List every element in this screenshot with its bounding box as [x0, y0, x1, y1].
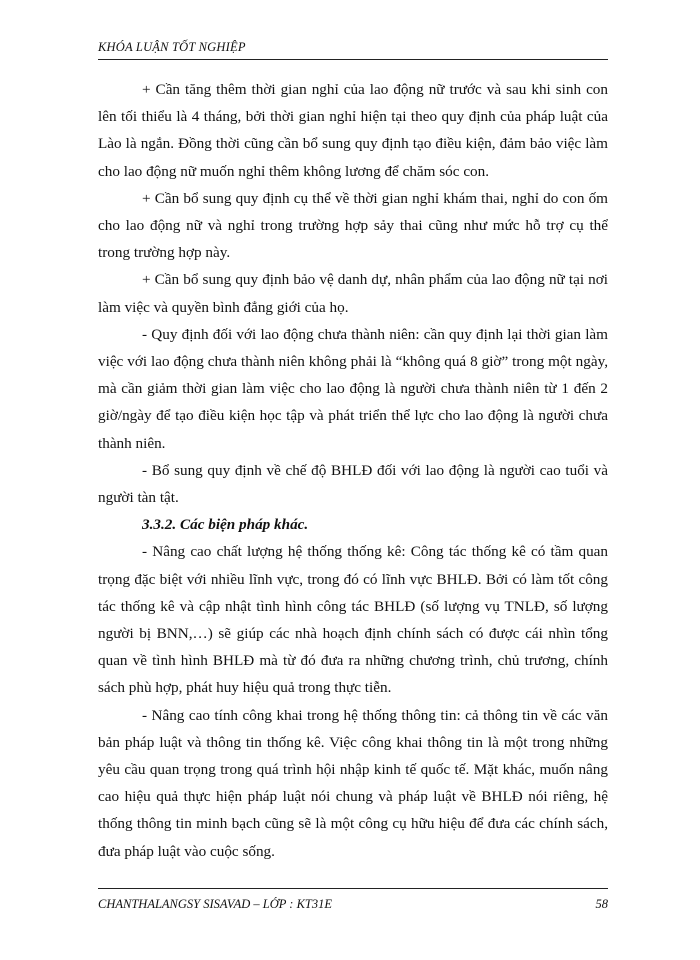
section-heading: 3.3.2. Các biện pháp khác. — [142, 516, 309, 534]
header-rule — [98, 59, 608, 60]
paragraph: - Nâng cao chất lượng hệ thống thống kê: Công tác thống kê có tầm quan trọng đặc biệt với nhiều lĩnh vực, trong đó có lĩnh vực BHLĐ. Bởi có làm tốt công tác thống kê và cập nhật tình hình công tác BHLĐ (số lượng vụ TNLĐ, số lượng người bị BNN,…) sẽ giúp các nhà hoạch định chính sách có được cái nhìn tổng quan về tình hình BHLĐ mà từ đó đưa ra những chương trình, chủ trương, chính sách phù hợp, phát huy hiệu quả trong thực tiễn. — [98, 543, 608, 697]
paragraph: + Cần bổ sung quy định bảo vệ danh dự, nhân phẩm của lao động nữ tại nơi làm việc và quyền bình đẳng giới của họ. — [98, 271, 608, 316]
paragraph: - Nâng cao tính công khai trong hệ thống thông tin: cả thông tin về các văn bản pháp luật và thông tin thống kê. Việc công khai thông tin là một trong những yêu cầu quan trọng trong quá trình hội nhập kinh tế quốc tế. Mặt khác, muốn nâng cao hiệu quả thực hiện pháp luật nói chung và pháp luật về BHLĐ nói riêng, hệ thống thông tin minh bạch cũng sẽ là một công cụ hữu hiệu để đưa các chính sách, đưa pháp luật vào cuộc sống. — [98, 706, 608, 860]
page-body — [98, 76, 608, 865]
page-header: KHÓA LUẬN TỐT NGHIỆP — [98, 40, 246, 54]
page-number: 58 — [595, 897, 608, 911]
paragraph: + Cần tăng thêm thời gian nghỉ của lao động nữ trước và sau khi sinh con lên tối thiểu là 4 tháng, bởi thời gian nghỉ hiện tại theo quy định của pháp luật của Lào là ngắn. Đồng thời cũng cần bổ sung quy định tạo điều kiện, đảm bảo việc làm cho lao động nữ muốn nghỉ thêm không lương để chăm sóc con. — [98, 81, 608, 180]
page-footer — [98, 897, 608, 912]
footer-rule — [98, 888, 608, 889]
paragraph: + Cần bổ sung quy định cụ thể về thời gian nghỉ khám thai, nghỉ do con ốm cho lao động nữ và nghỉ trong trường hợp sảy thai cũng như mức hỗ trợ cụ thể trong trường hợp này. — [98, 189, 608, 262]
paragraph: - Quy định đối với lao động chưa thành niên: cần quy định lại thời gian làm việc với lao động chưa thành niên không phải là “không quá 8 giờ” trong một ngày, mà cần giảm thời gian làm việc cho lao động là người chưa thành niên từ 1 đến 2 giờ/ngày để tạo điều kiện học tập và phát triển thể lực cho lao động là người chưa thành niên. — [98, 325, 608, 452]
paragraph: - Bổ sung quy định về chế độ BHLĐ đối với lao động là người cao tuổi và người tàn tật. — [98, 461, 608, 507]
footer-author: CHANTHALANGSY SISAVAD – LỚP : KT31E — [98, 897, 333, 911]
